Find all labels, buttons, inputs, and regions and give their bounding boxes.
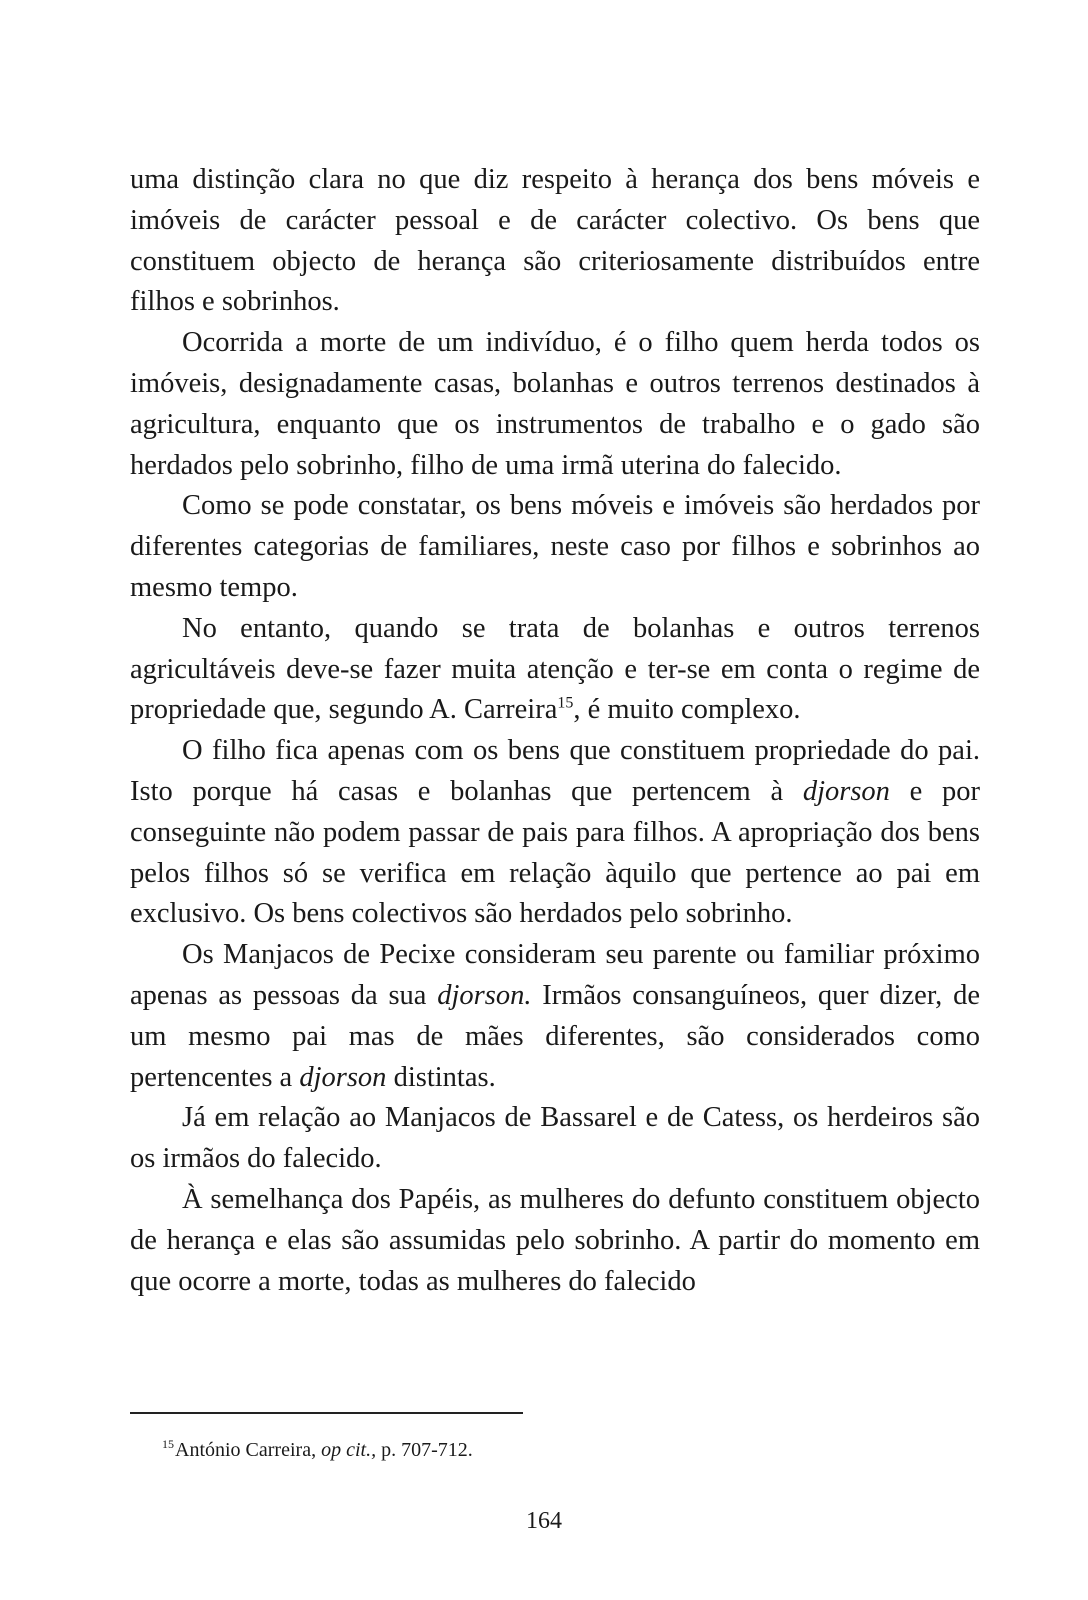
body-text — [130, 160, 980, 1302]
text-run: e por conseguinte não podem passar de pais para filhos. A apropriação dos bens pelos filhos só se verifica em relação àquilo que pertence ao pai em exclusivo. Os bens colectivos são herdados pelo sobrinho. — [130, 775, 980, 930]
text-run: Os Manjacos de Pecixe consideram seu parente ou familiar próximo apenas as pessoas da sua — [130, 939, 980, 1011]
italic-term: djorson. — [437, 979, 532, 1011]
paragraph — [130, 1098, 980, 1180]
paragraph — [130, 609, 980, 731]
text-run: À semelhança dos Papéis, as mulheres do defunto constituem objecto de herança e elas são assumidas pelo sobrinho. A partir do momento em que ocorre a morte, todas as mulheres do falecido — [130, 1183, 980, 1297]
text-run: Como se pode constatar, os bens móveis e imóveis são herdados por diferentes categorias de familiares, neste caso por filhos e sobrinhos ao mesmo tempo. — [130, 490, 980, 603]
italic-term: djorson — [802, 775, 890, 807]
paragraph — [130, 935, 980, 1098]
paragraph — [130, 486, 980, 608]
footnote-author: António Carreira, — [175, 1439, 317, 1461]
footnote-divider — [130, 1412, 523, 1414]
text-run: Já em relação ao Manjacos de Bassarel e de Catess, os herdeiros são os irmãos do falecido. — [130, 1102, 980, 1175]
text-run: Ocorrida a morte de um indivíduo, é o filho quem herda todos os imóveis, designadamente casas, bolanhas e outros terrenos destinados à agricultura, enquanto que os instrumentos de trabalho e o gado são herdados pelo sobrinho, filho de uma irmã uterina do falecido. — [130, 327, 980, 481]
text-run: No entanto, quando se trata de bolanhas e outros terrenos agricultáveis deve-se fazer muita atenção e ter-se em conta o regime de propriedade que, segundo A. Carreira — [130, 612, 980, 726]
paragraph — [130, 160, 980, 323]
footnote-number: 15 — [162, 1437, 174, 1452]
italic-term: djorson — [299, 1061, 387, 1093]
paragraph — [130, 323, 980, 486]
footnote-reference: 15 — [557, 694, 574, 712]
footnote-pages: p. 707-712. — [381, 1439, 473, 1461]
text-run: Irmãos consanguíneos, quer dizer, de um mesmo pai mas de mães diferentes, são considerados como pertencentes a — [130, 979, 980, 1093]
text-run: , é muito complexo. — [573, 694, 801, 726]
footnote-ref: op cit., — [321, 1439, 377, 1461]
paragraph — [130, 731, 980, 935]
footnote-15 — [162, 1437, 862, 1463]
text-run: O filho fica apenas com os bens que constituem propriedade do pai. Isto porque há casas e bolanhas que pertencem à — [130, 735, 980, 807]
text-run: distintas. — [386, 1061, 496, 1093]
paragraph — [130, 1180, 980, 1302]
text-run: uma distinção clara no que diz respeito à herança dos bens móveis e imóveis de carácter pessoal e de carácter colectivo. Os bens que constituem objecto de herança são criteriosamente distribuídos entre filhos e sobrinhos. — [130, 164, 980, 318]
page-number: 164 — [526, 1508, 562, 1534]
